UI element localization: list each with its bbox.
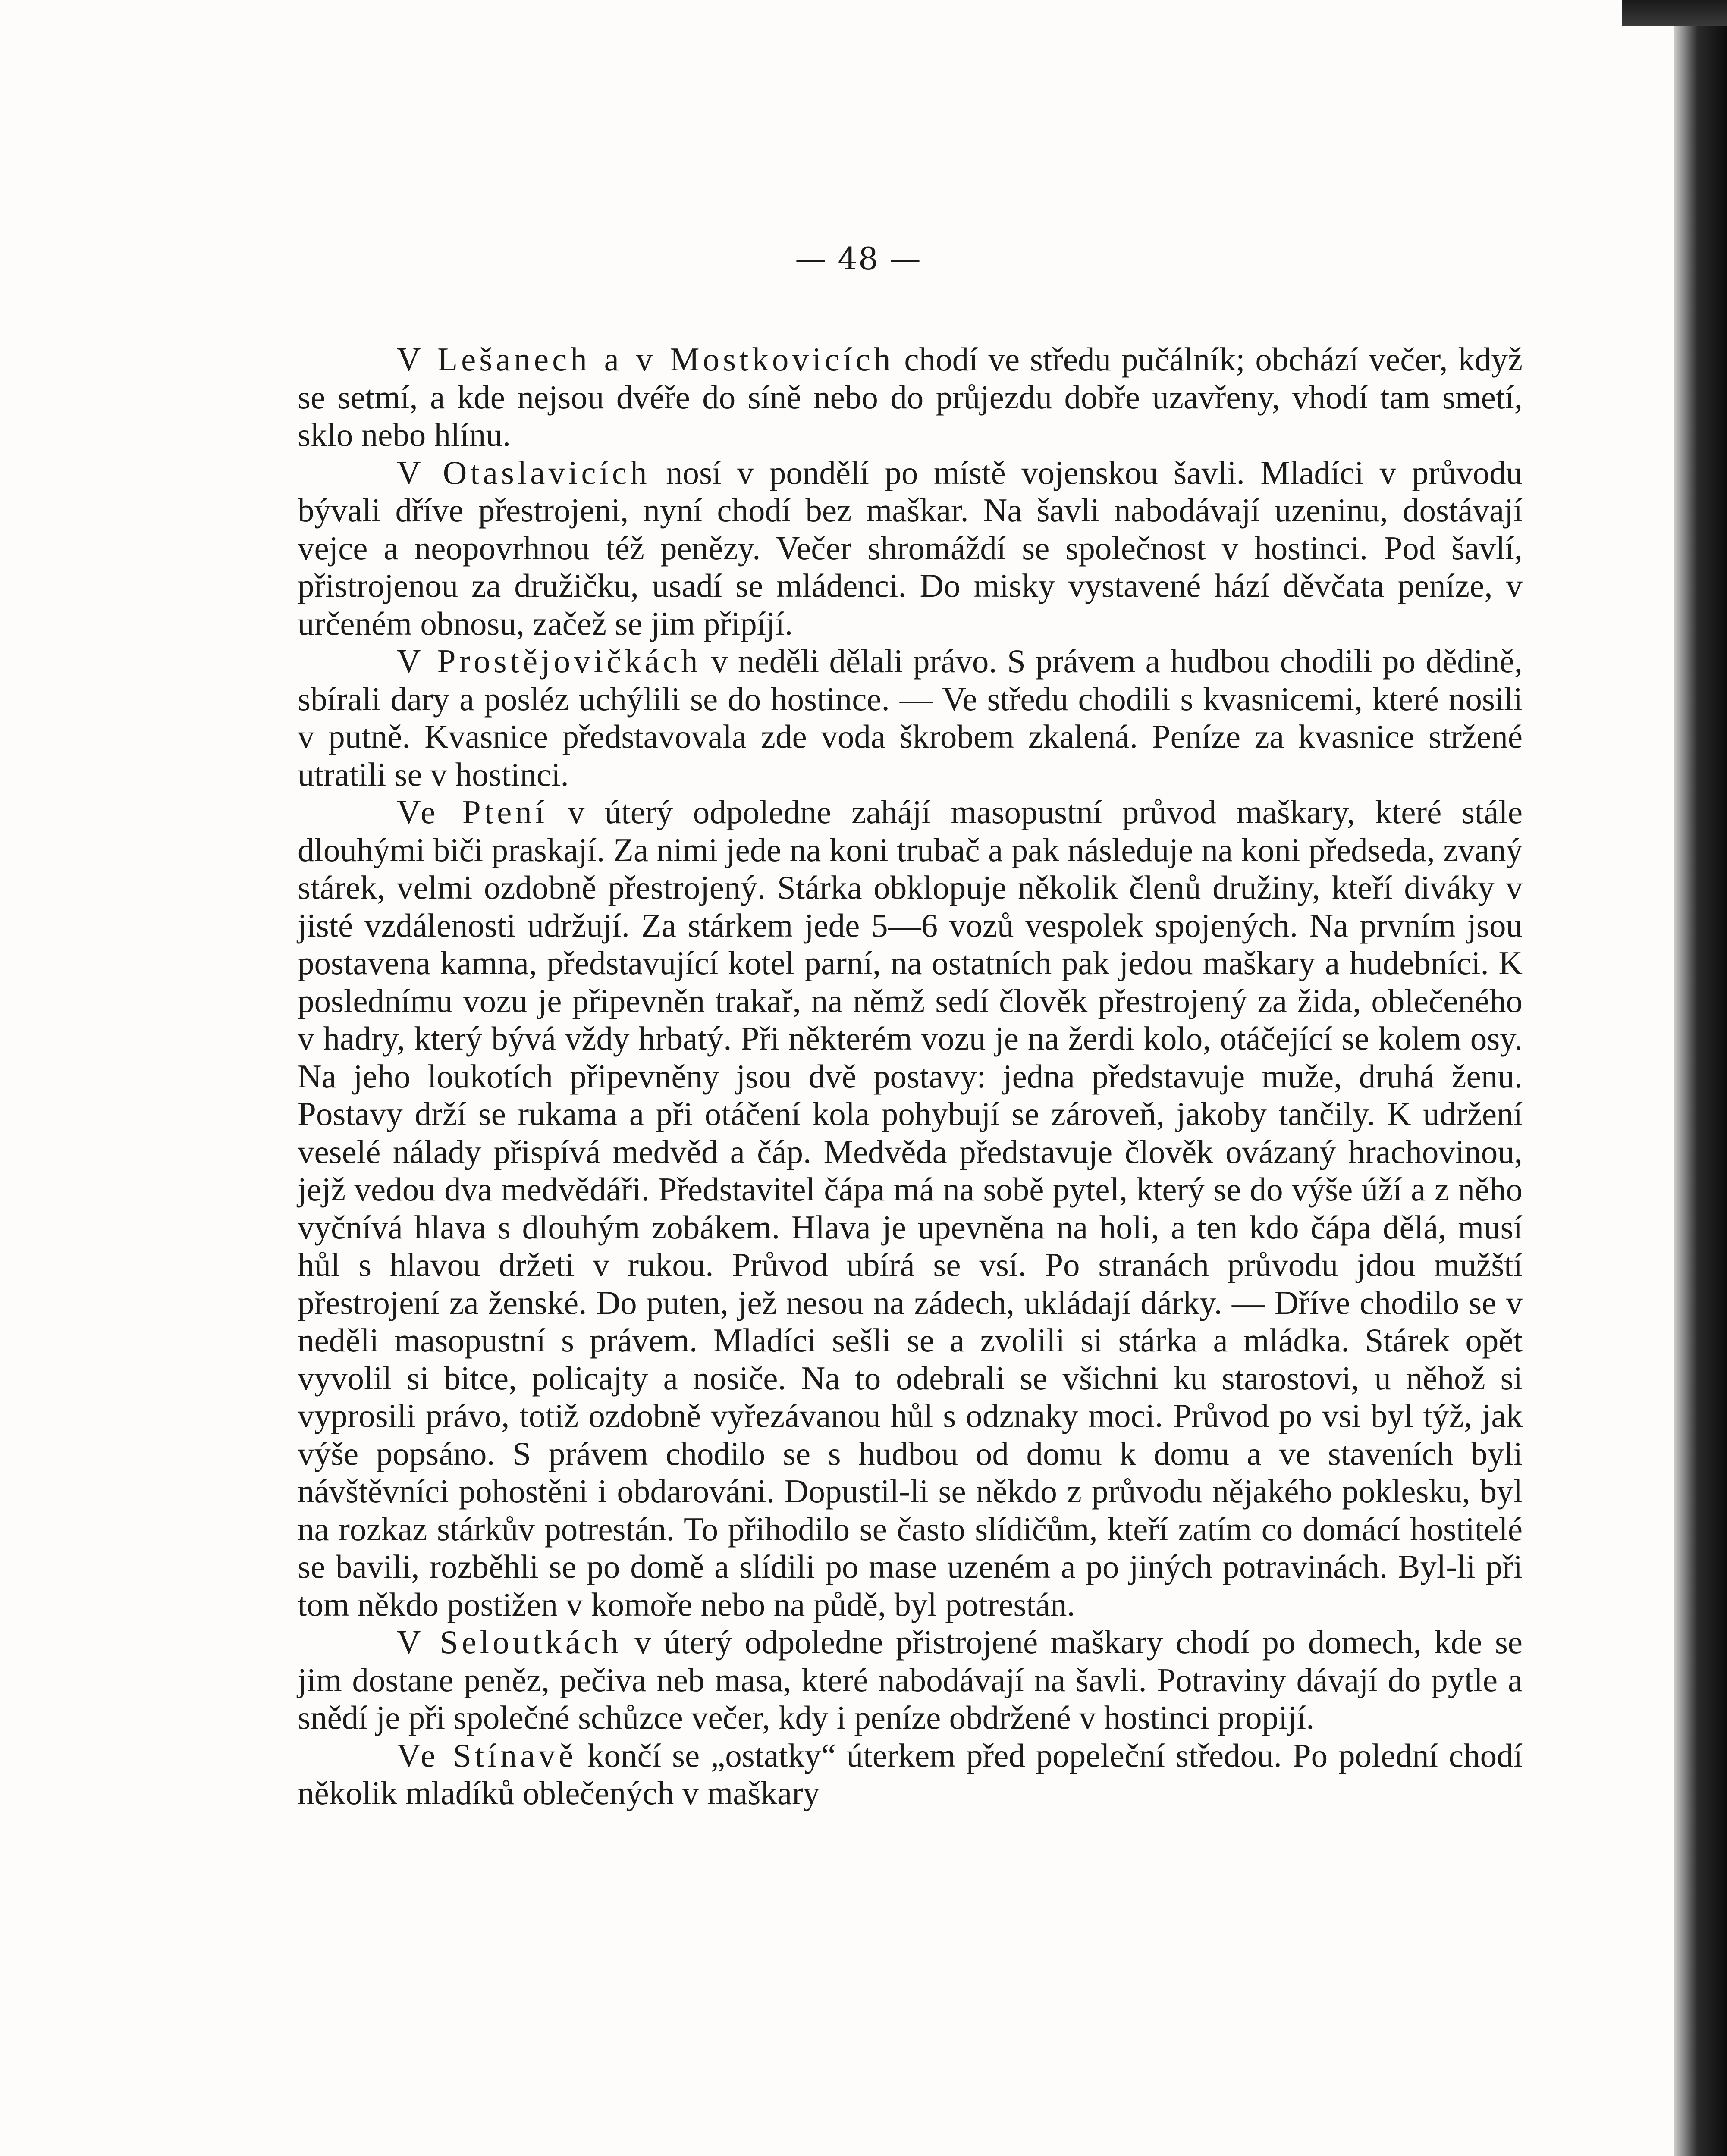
body-text [298,341,1523,1812]
place-name: V Otaslavicích [397,454,650,491]
place-name: Ve Stínavě [397,1736,577,1774]
paragraph-seloutky [298,1623,1523,1737]
page-corner-shadow [1622,0,1727,26]
place-name: Ve Ptení [397,793,548,830]
page-edge-shadow [1674,0,1727,2156]
paragraph-prostejovicky [298,642,1523,793]
paragraph-stinava [298,1737,1523,1812]
paragraph-text: v úterý odpoledne zahájí masopustní průvod maškary, které stále dlouhými biči praskají. Za nimi jede na koni trubač a pak následuje na koni předseda, zvaný stárek, velmi ozdobně přestrojený. Stárka obklopuje několik členů družiny, kteří diváky v jisté vzdálenosti udržují. Za stárkem jede 5—6 vozů vespolek spojených. Na prvním jsou postavena kamna, představující kotel parní, na ostatních pak jedou maškary a hudebníci. K poslednímu vozu je připevněn trakař, na němž sedí člověk přestrojený za žida, oblečeného v hadry, který bývá vždy hrbatý. Při některém vozu je na žerdi kolo, otáčející se kolem osy. Na jeho loukotích připevněny jsou dvě postavy: jedna představuje muže, druhá ženu. Postavy drží se rukama a při otáčení kola pohybují se zároveň, jakoby tančily. K udržení veselé nálady přispívá medvěd a čáp. Medvěda představuje člověk ovázaný hrachovinou, jejž vedou dva medvědáři. Představitel čápa má na sobě pytel, který se do výše úží a z něho vyčnívá hlava s dlouhým zobákem. Hlava je upevněna na holi, a ten kdo čápa dělá, musí hůl s hlavou držeti v rukou. Průvod ubírá se vsí. Po stranách průvodu jdou mužští přestrojení za ženské. Do puten, jež nesou na zádech, ukládají dárky. — Dříve chodilo se v neděli masopustní s právem. Mladíci sešli se a zvolili si stárka a mládka. Stárek opět vyvolil si bitce, policajty a nosiče. Na to odebrali se všichni ku starostovi, u něhož si vyprosili právo, totiž ozdobně vyřezávanou hůl s odznaky moci. Průvod po vsi byl týž, jak výše popsáno. S právem chodilo se s hudbou od domu k domu a ve staveních byli návštěvníci pohostěni i obdarováni. Dopustil-li se někdo z průvodu nějakého poklesku, byl na rozkaz stárkův potrestán. To přihodilo se často slídičům, kteří zatím co domácí hostitelé se bavili, rozběhli se po domě a slídili po mase uzeném a po jiných potravinách. Byl-li při tom někdo postižen v komoře nebo na půdě, byl potrestán. [298,793,1523,1623]
paragraph-text: v neděli dělali právo. S právem a hudbou chodili po dědině, sbírali dary a posléz uchýlili se do hostince. — Ve středu chodili s kvasnicemi, které nosili v putně. Kvasnice představovala zde voda škrobem zkalená. Peníze za kvasnice stržené utratili se v hostinci. [298,642,1523,793]
paragraph-otaslavice [298,454,1523,643]
place-name: V Lešanech a v Mostkovicích [397,341,894,378]
paragraph-text: v úterý odpoledne přistrojené maškary chodí po domech, kde se jim dostane peněz, pečiva neb masa, které nabodávají na šavli. Potraviny dávají do pytle a snědí je při společné schůzce večer, kdy i peníze obdržené v hostinci propijí. [298,1623,1523,1736]
paragraph-lesany [298,341,1523,454]
page-number: — 48 — [795,241,922,277]
paragraph-text: nosí v pondělí po místě vojenskou šavli. Mladíci v průvodu bývali dříve přestrojeni, nyní chodí bez maškar. Na šavli nabodávají uzeninu, dostávají vejce a neopovrhnou též penězy. Večer shromáždí se společnost v hostinci. Pod šavlí, přistrojenou za družičku, usadí se mládenci. Do misky vystavené hází děvčata peníze, v určeném obnosu, začež se jim připíjí. [298,454,1523,642]
place-name: V Seloutkách [397,1623,622,1661]
paragraph-text: končí se „ostatky“ úterkem před popeleční středou. Po polední chodí několik mladíků oblečených v maškary [298,1736,1523,1811]
paragraph-text: chodí ve středu pučálník; obchází večer, když se setmí, a kde nejsou dvéře do síně nebo do průjezdu dobře uzavřeny, vhodí tam smetí, sklo nebo hlínu. [298,341,1523,453]
paragraph-pteni [298,793,1523,1623]
place-name: V Prostějovičkách [397,642,701,680]
